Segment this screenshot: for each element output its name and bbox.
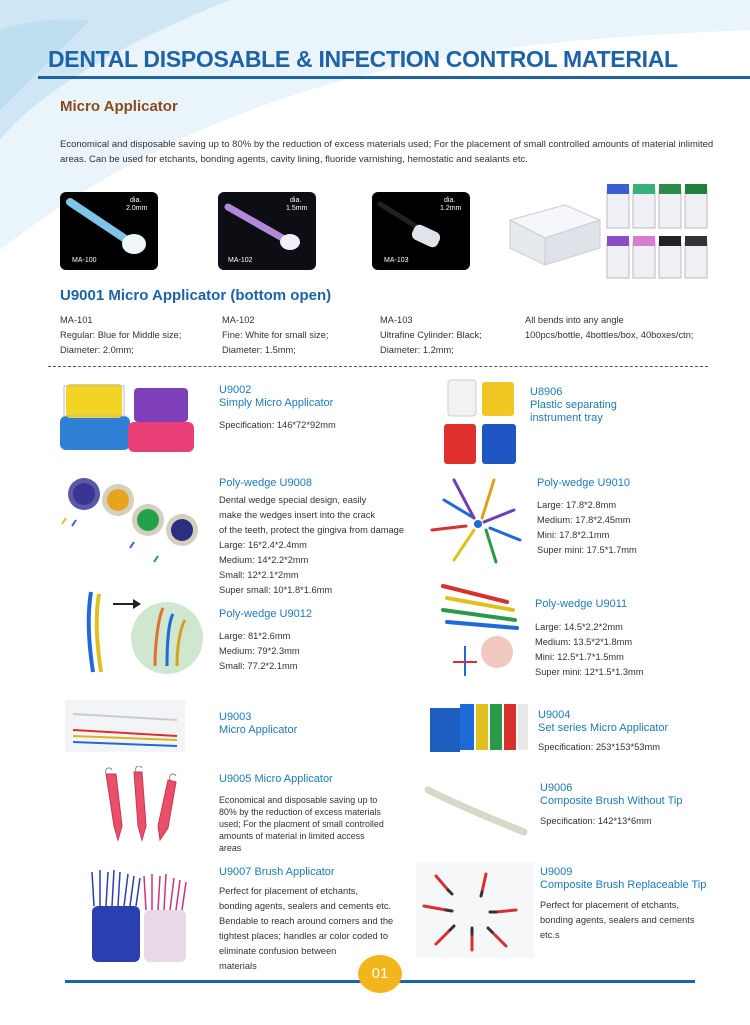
u9002-image bbox=[58, 376, 198, 456]
product-photo-ma102 bbox=[218, 192, 316, 270]
product-photo-ma100 bbox=[60, 192, 158, 270]
u9001-col-2: MA-102 Fine: White for small size; Diameter: 1.5mm; bbox=[222, 315, 329, 355]
svg-text:2.0mm: 2.0mm bbox=[126, 205, 148, 212]
u9001-col-4: All bends into any angle 100pcs/bottle, 4bottles/box, 40boxes/ctn; bbox=[525, 315, 694, 340]
product-photo-ma103 bbox=[372, 192, 470, 270]
svg-text:dia.: dia. bbox=[290, 197, 302, 204]
page-title: DENTAL DISPOSABLE & INFECTION CONTROL MATERIAL bbox=[48, 46, 678, 72]
u9007-image bbox=[86, 866, 191, 966]
u9001-col-1: MA-101 Regular: Blue for Middle size; Diameter: 2.0mm; bbox=[60, 315, 182, 355]
u9009-name: U9009 Composite Brush Replaceable Tip bbox=[540, 866, 707, 891]
u9009-image bbox=[416, 862, 534, 958]
section-heading: Micro Applicator bbox=[60, 98, 178, 115]
u8906-image bbox=[438, 376, 523, 468]
svg-text:dia.: dia. bbox=[130, 197, 142, 204]
u9004-name: U9004 Set series Micro Applicator bbox=[538, 709, 669, 734]
u8906-name: U8906 Plastic separating instrument tray bbox=[530, 386, 617, 424]
u9010-name: Poly-wedge U9010 bbox=[537, 477, 630, 489]
u9001-col-3: MA-103 Ultrafine Cylinder: Black; Diameter: 1.2mm; bbox=[380, 315, 482, 355]
u9004-image bbox=[430, 700, 530, 756]
u9012-image bbox=[85, 586, 205, 676]
svg-text:dia.: dia. bbox=[444, 197, 456, 204]
u9006-name: U9006 Composite Brush Without Tip bbox=[540, 782, 683, 807]
u9007-desc: Perfect for placement of etchants, bonding agents, sealers and cements etc. Bendable to reach around corners and the tightest places; handles ar color coded to eliminate confusion between materials bbox=[219, 886, 394, 971]
u9006-image bbox=[424, 782, 529, 838]
svg-text:1.5mm: 1.5mm bbox=[286, 205, 308, 212]
u9010-image bbox=[424, 470, 529, 570]
product-photo-box-bottles bbox=[505, 180, 720, 280]
u9002-spec: Specification: 146*72*92mm bbox=[219, 420, 336, 430]
u9011-image bbox=[437, 576, 529, 686]
intro-text: Economical and disposable saving up to 80% by the reduction of excess materials used; For the placement of small controlled amounts of material inlimited areas. Can be used for etchants, bonding agents, cavity lining, fluoride varnishing, hemostatic and sealants etc. bbox=[60, 139, 714, 165]
u9006-spec: Specification: 142*13*6mm bbox=[540, 816, 652, 826]
u9005-image bbox=[96, 766, 191, 846]
u9012-desc: Large: 81*2.6mm Medium: 79*2.3mm Small: 77.2*2.1mm bbox=[219, 631, 300, 671]
u9005-name: U9005 Micro Applicator bbox=[219, 773, 333, 785]
u9004-spec: Specification: 253*153*53mm bbox=[538, 742, 660, 752]
u9008-image bbox=[56, 474, 206, 569]
u9005-desc: Economical and disposable saving up to 80% by the reduction of excess materials used; For the placment of small controlled amounts of material in limited access areas bbox=[219, 795, 384, 853]
section-divider bbox=[48, 366, 708, 367]
svg-text:1.2mm: 1.2mm bbox=[440, 205, 462, 212]
photo-label: MA-102 bbox=[228, 257, 253, 264]
u9002-name: U9002 Simply Micro Applicator bbox=[219, 384, 334, 409]
u9008-desc: Dental wedge special design, easily make the wedges insert into the crack of the teeth, protect the gingiva from damage Large: 16*2.4*2.4mm Medium: 14*2.2*2mm Small: 12*2.1*2mm Super small: 10*1.8*1.6mm bbox=[219, 495, 405, 595]
photo-label: MA-100 bbox=[72, 257, 97, 264]
u9003-image bbox=[65, 700, 185, 752]
u9007-name: U9007 Brush Applicator bbox=[219, 866, 335, 878]
page-number: 01 bbox=[358, 955, 402, 993]
u9008-name: Poly-wedge U9008 bbox=[219, 477, 312, 489]
u9010-desc: Large: 17.8*2.8mm Medium: 17.8*2.45mm Mini: 17.8*2.1mm Super mini: 17.5*1.7mm bbox=[537, 500, 637, 555]
u9012-name: Poly-wedge U9012 bbox=[219, 608, 312, 620]
photo-label: MA-103 bbox=[384, 257, 409, 264]
title-underline bbox=[38, 76, 750, 79]
u9001-heading: U9001 Micro Applicator (bottom open) bbox=[60, 287, 332, 304]
u9011-desc: Large: 14.5*2.2*2mm Medium: 13.5*2*1.8mm Mini: 12.5*1.7*1.5mm Super mini: 12*1.5*1.3mm bbox=[535, 622, 644, 677]
u9009-desc: Perfect for placement of etchants, bonding agents, sealers and cements etc.s bbox=[540, 900, 695, 940]
u9003-name: U9003 Micro Applicator bbox=[219, 711, 298, 736]
u9011-name: Poly-wedge U9011 bbox=[535, 598, 628, 610]
